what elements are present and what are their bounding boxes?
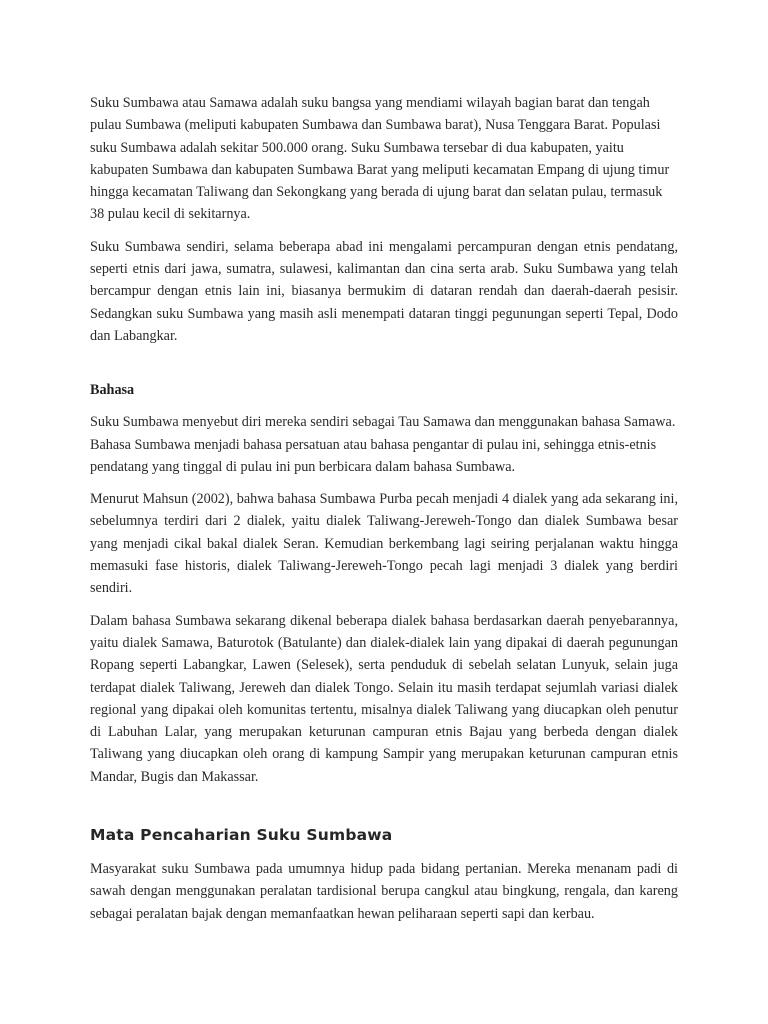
- mata-pencaharian-paragraph-1: Masyarakat suku Sumbawa pada umumnya hidup pada bidang pertanian. Mereka menanam padi di sawah dengan menggunakan peralatan tardisional berupa cangkul atau bingkung, rengala, dan kareng sebagai peralatan bajak dengan memanfaatkan hewan peliharaan seperti sapi dan kerbau.: [90, 861, 678, 922]
- intro-paragraph-2: Suku Sumbawa sendiri, selama beberapa abad ini mengalami percampuran dengan etnis pendatang, seperti etnis dari jawa, sumatra, sulawesi, kalimantan dan cina serta arab. Suku Sumbawa yang telah bercampur dengan etnis lain ini, biasanya bermukim di dataran rendah dan daerah-daerah pesisir. Sedangkan suku Sumbawa yang masih asli menempati dataran tinggi pegunungan seperti Tepal, Dodo dan Labangkar.: [90, 238, 678, 344]
- document-page: [90, 92, 678, 925]
- bahasa-paragraph-3: Dalam bahasa Sumbawa sekarang dikenal beberapa dialek bahasa berdasarkan daerah penyebarannya, yaitu dialek Samawa, Baturotok (Batulante) dan dialek-dialek lain yang dipakai di daerah pegunungan Ropang seperti Labangkar, Lawen (Selesek), serta penduduk di sebelah selatan Lunyuk, selain juga terdapat dialek Taliwang, Jereweh dan dialek Tongo. Selain itu masih terdapat sejumlah variasi dialek regional yang dipakai oleh komunitas tertentu, misalnya dialek Taliwang yang diucapkan oleh penutur di Labuhan Lalar, yang merupakan keturunan campuran etnis Bajau yang berbeda dengan dialek Taliwang yang diucapkan oleh orang di kampung Sampir yang merupakan keturunan campuran etnis Mandar, Bugis dan Makassar.: [90, 612, 678, 785]
- spacer: [90, 600, 678, 610]
- spacer: [90, 226, 678, 236]
- spacer: [90, 478, 678, 488]
- section-heading-bahasa: Bahasa: [90, 382, 135, 399]
- intro-paragraph-1: Suku Sumbawa atau Samawa adalah suku bangsa yang mendiami wilayah bagian barat dan tengah pulau Sumbawa (meliputi kabupaten Sumbawa dan Sumbawa barat), Nusa Tenggara Barat. Populasi suku Sumbawa adalah sekitar 500.000 orang. Suku Sumbawa tersebar di dua kabupaten, yaitu kabupaten Sumbawa dan kabupaten Sumbawa Barat yang meliputi kecamatan Empang di ujung timur hingga kecamatan Taliwang dan Sekongkang yang berada di ujung barat dan selatan pulau, termasuk 38 pulau kecil di sekitarnya.: [90, 95, 670, 223]
- spacer: [90, 401, 678, 411]
- spacer: [90, 846, 678, 858]
- section-heading-mata-pencaharian: Mata Pencaharian Suku Sumbawa: [90, 826, 393, 845]
- spacer: [90, 788, 678, 824]
- bahasa-paragraph-1: Suku Sumbawa menyebut diri mereka sendiri sebagai Tau Samawa dan menggunakan bahasa Samawa. Bahasa Sumbawa menjadi bahasa persatuan atau bahasa pengantar di pulau ini, sehingga etnis-etnis pendatang yang tinggal di pulau ini pun berbicara dalam bahasa Sumbawa.: [90, 414, 676, 475]
- spacer: [90, 347, 678, 379]
- bahasa-paragraph-2: Menurut Mahsun (2002), bahwa bahasa Sumbawa Purba pecah menjadi 4 dialek yang ada sekarang ini, sebelumnya terdiri dari 2 dialek, yaitu dialek Taliwang-Jereweh-Tongo dan dialek Sumbawa besar yang menjadi cikal bakal dialek Seran. Kemudian berkembang lagi seiring perjalanan waktu hingga memasuki fase historis, dialek Taliwang-Jereweh-Tongo pecah lagi menjadi 3 dialek yang berdiri sendiri.: [90, 491, 678, 597]
